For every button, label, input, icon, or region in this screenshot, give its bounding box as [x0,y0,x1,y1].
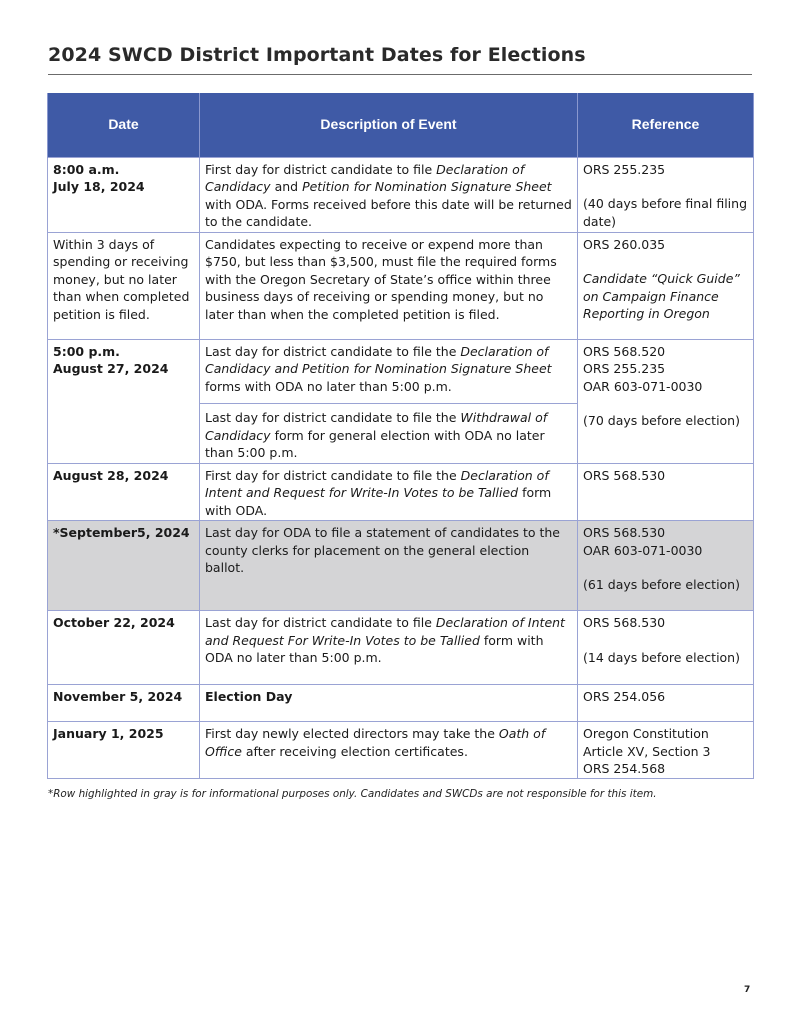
description-cell: First day for district candidate to file Declaration of Candidacy and Petition for Nomination Signature Sheet with ODA. Forms received before this date will be returned to the candidate. [200,158,578,233]
table-header-row [48,93,754,158]
date-cell: *September5, 2024 [48,521,200,611]
table-row [48,611,754,685]
table-row [48,464,754,521]
table-row [48,340,754,464]
reference-cell: ORS 568.530 [578,464,754,521]
description-cell [200,340,578,464]
date-cell: 5:00 p.m. August 27, 2024 [48,340,200,464]
table-row-highlighted [48,521,754,611]
date-cell: 8:00 a.m. July 18, 2024 [48,158,200,233]
date-cell: January 1, 2025 [48,722,200,779]
description-cell: Candidates expecting to receive or expend more than $750, but less than $3,500, must file the required forms with the Oregon Secretary of State’s office within three business days of receiving or spending money, but no later than when the completed petition is filed. [200,233,578,340]
page-number: 7 [744,985,751,995]
reference-cell: ORS 254.056 [578,685,754,722]
reference-cell: ORS 255.235 (40 days before final filing date) [578,158,754,233]
table-row [48,158,754,233]
table-row [48,722,754,779]
reference-cell: ORS 568.530 (14 days before election) [578,611,754,685]
date-cell: Within 3 days of spending or receiving money, but no later than when completed petition is filed. [48,233,200,340]
reference-cell: ORS 260.035 Candidate “Quick Guide” on Campaign Finance Reporting in Oregon [578,233,754,340]
reference-cell: Oregon Constitution Article XV, Section 3 ORS 254.568 [578,722,754,779]
date-cell: November 5, 2024 [48,685,200,722]
election-dates-table [47,93,754,779]
date-cell: August 28, 2024 [48,464,200,521]
footnote: *Row highlighted in gray is for informational purposes only. Candidates and SWCDs are not responsible for this item. [48,788,657,800]
reference-cell: ORS 568.520 ORS 255.235 OAR 603-071-0030 (70 days before election) [578,340,754,464]
table-row [48,685,754,722]
table-row [48,233,754,340]
description-cell: Election Day [200,685,578,722]
page-title: 2024 SWCD District Important Dates for Elections [48,44,752,75]
cell-divider [200,403,577,404]
date-cell: October 22, 2024 [48,611,200,685]
reference-cell: ORS 568.530 OAR 603-071-0030 (61 days before election) [578,521,754,611]
description-cell: First day newly elected directors may take the Oath of Office after receiving election certificates. [200,722,578,779]
header-date: Date [48,93,200,158]
description-part: Last day for district candidate to file the Declaration of Candidacy and Petition for Nomination Signature Sheet forms with ODA no later than 5:00 p.m. [205,344,552,394]
description-cell: First day for district candidate to file the Declaration of Intent and Request for Write-In Votes to be Tallied form with ODA. [200,464,578,521]
header-reference: Reference [578,93,754,158]
description-cell: Last day for district candidate to file Declaration of Intent and Request For Write-In Votes to be Tallied form with ODA no later than 5:00 p.m. [200,611,578,685]
description-cell: Last day for ODA to file a statement of candidates to the county clerks for placement on the general election ballot. [200,521,578,611]
description-part: Last day for district candidate to file the Withdrawal of Candidacy form for general election with ODA no later than 5:00 p.m. [205,410,548,461]
header-description: Description of Event [200,93,578,158]
